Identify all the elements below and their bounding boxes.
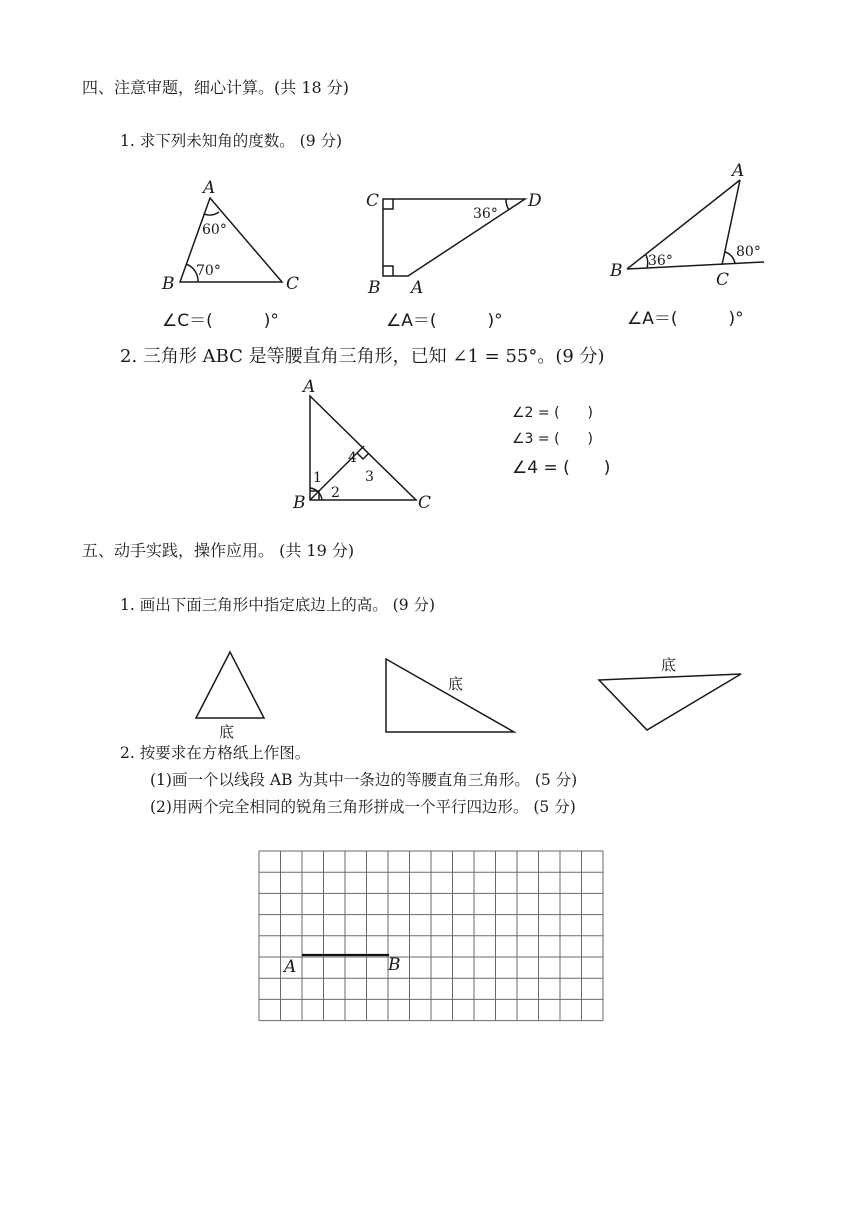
q2-answer-angle4[interactable]: ∠4 = ( ) [512, 458, 611, 478]
s5-q2-prompt: 2. 按要求在方格纸上作图。 [120, 744, 311, 762]
q2-angle-3: 3 [365, 469, 374, 485]
figure-base-triangle-1 [196, 652, 264, 718]
fig3-angle-ext: 80° [736, 244, 761, 260]
q2-angle-4: 4 [348, 450, 357, 466]
fig3-label-b: B [610, 261, 623, 281]
base-label-3: 底 [661, 656, 677, 674]
q2-answer-angle2[interactable]: ∠2 = ( ) [512, 405, 594, 421]
fig3-label-a: A [732, 161, 745, 181]
q2-angle-2: 2 [331, 485, 340, 501]
q1-prompt: 1. 求下列未知角的度数。 (9 分) [120, 132, 343, 150]
grid-label-b: B [388, 955, 401, 975]
figure-trapezoid [383, 199, 525, 276]
fig1-angle-a: 60° [202, 222, 227, 238]
q2-label-c: C [418, 493, 432, 513]
s5-q2-sub1: (1)画一个以线段 AB 为其中一条边的等腰直角三角形。 (5 分) [150, 771, 578, 789]
fig1-label-b: B [162, 274, 175, 294]
q2-angle-1: 1 [313, 470, 322, 486]
base-label-2: 底 [448, 675, 464, 693]
q2-label-a: A [303, 377, 316, 397]
section5-title: 五、动手实践，操作应用。 (共 19 分) [82, 541, 355, 560]
s5-q1-prompt: 1. 画出下面三角形中指定底边上的高。 (9 分) [120, 596, 436, 614]
q2-answer-angle3[interactable]: ∠3 = ( ) [512, 431, 594, 447]
fig1-label-a: A [203, 178, 216, 198]
grid-label-a: A [284, 957, 297, 977]
fig2-label-d: D [528, 191, 542, 211]
section4-title: 四、注意审题，细心计算。(共 18 分) [82, 78, 350, 97]
figure-base-triangle-2 [386, 659, 514, 732]
s5-q2-sub2: (2)用两个完全相同的锐角三角形拼成一个平行四边形。 (5 分) [150, 798, 576, 816]
base-label-1: 底 [219, 723, 235, 741]
fig3-label-c: C [716, 270, 730, 290]
fig1-angle-b: 70° [196, 263, 221, 279]
q2-label-b: B [293, 493, 306, 513]
fig1-label-c: C [286, 274, 300, 294]
fig2-label-b: B [368, 278, 381, 298]
q1-answer-2[interactable]: ∠A＝( )° [386, 311, 503, 331]
fig2-label-a: A [411, 278, 424, 298]
grid-paper[interactable] [259, 851, 603, 1021]
q1-answer-3[interactable]: ∠A＝( )° [627, 309, 744, 329]
fig3-angle-b: 36° [648, 253, 673, 269]
figure-isosceles-right-triangle [310, 396, 416, 500]
figure-base-triangle-3 [599, 674, 741, 730]
q1-answer-1[interactable]: ∠C＝( )° [162, 311, 279, 331]
fig2-angle-d: 36° [473, 206, 498, 222]
fig2-label-c: C [366, 191, 380, 211]
q2-prompt: 2. 三角形 ABC 是等腰直角三角形，已知 ∠1 = 55°。(9 分) [120, 346, 605, 367]
